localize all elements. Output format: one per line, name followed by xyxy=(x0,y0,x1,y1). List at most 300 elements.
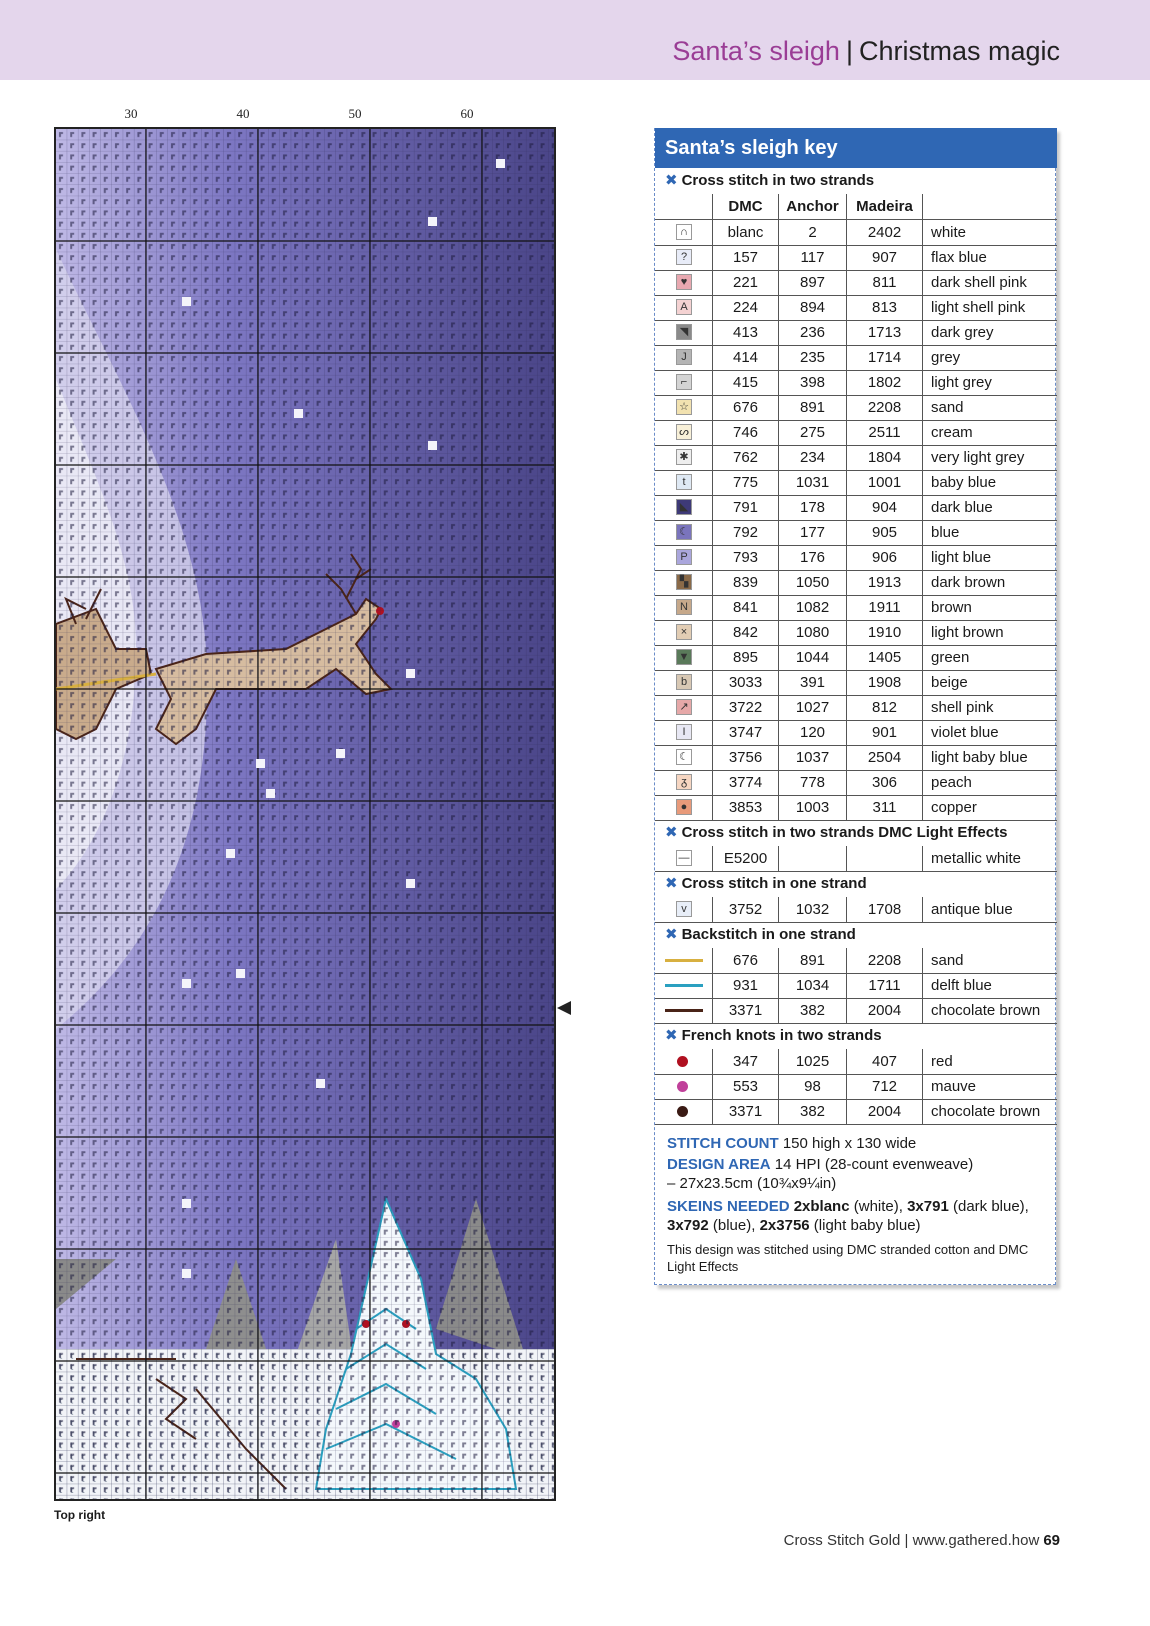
key-dmc-cell: 3722 xyxy=(713,695,779,720)
stitch-symbol-icon: ✱ xyxy=(676,449,692,465)
key-madeira-cell: 1908 xyxy=(847,670,923,695)
key-row xyxy=(655,670,1057,696)
key-name-cell: sand xyxy=(931,952,964,969)
key-madeira-cell: 2004 xyxy=(847,1099,923,1124)
key-row xyxy=(655,245,1057,271)
stitch-symbol-icon: — xyxy=(676,850,692,866)
key-dmc-cell: 841 xyxy=(713,595,779,620)
key-madeira-cell: 1001 xyxy=(847,470,923,495)
key-dmc-cell: 3853 xyxy=(713,795,779,820)
key-dmc-cell: 221 xyxy=(713,270,779,295)
key-dmc-cell: 414 xyxy=(713,345,779,370)
key-dmc-cell: 792 xyxy=(713,520,779,545)
key-name-cell: dark brown xyxy=(931,574,1006,591)
key-dmc-cell: 3774 xyxy=(713,770,779,795)
key-anchor-cell: 398 xyxy=(779,370,847,395)
star-icon xyxy=(266,789,275,798)
key-name-cell: brown xyxy=(931,599,972,616)
key-anchor-cell: 382 xyxy=(779,998,847,1023)
key-name-cell: blue xyxy=(931,524,960,541)
key-row xyxy=(655,948,1057,974)
key-symbol-cell xyxy=(655,295,713,320)
key-dmc-cell: 676 xyxy=(713,948,779,973)
stitch-symbol-icon: ᵹ xyxy=(676,774,692,790)
key-panel xyxy=(654,128,1056,1285)
key-anchor-cell: 894 xyxy=(779,295,847,320)
section-heading xyxy=(665,168,874,194)
key-title: Santa’s sleigh key xyxy=(655,128,1057,168)
page-header-title xyxy=(672,36,1060,67)
key-symbol-cell xyxy=(655,345,713,370)
key-madeira-cell: 407 xyxy=(847,1049,923,1074)
key-symbol-cell xyxy=(655,795,713,820)
key-row xyxy=(655,1074,1057,1100)
key-anchor-cell: 778 xyxy=(779,770,847,795)
magazine-title: Christmas magic xyxy=(858,36,1060,66)
key-name-cell: delft blue xyxy=(931,977,992,994)
key-dmc-cell: 3371 xyxy=(713,998,779,1023)
section-heading-label: Backstitch in one strand xyxy=(681,926,856,943)
key-anchor-cell: 178 xyxy=(779,495,847,520)
key-madeira-cell: 1405 xyxy=(847,645,923,670)
page-footer xyxy=(784,1532,1060,1549)
key-name-cell: chocolate brown xyxy=(931,1002,1041,1019)
key-anchor-cell: 275 xyxy=(779,420,847,445)
key-madeira-cell: 1804 xyxy=(847,445,923,470)
key-row xyxy=(655,470,1057,496)
key-name-cell: peach xyxy=(931,774,972,791)
stitch-count-value: 150 high x 130 wide xyxy=(782,1135,917,1152)
key-symbol-cell xyxy=(655,846,713,871)
key-madeira-cell: 1714 xyxy=(847,345,923,370)
star-icon xyxy=(226,849,235,858)
key-name-cell: light baby blue xyxy=(931,749,1028,766)
key-madeira-cell: 1711 xyxy=(847,973,923,998)
key-dmc-cell: 931 xyxy=(713,973,779,998)
skein-amount: 2x3756 xyxy=(759,1217,810,1234)
design-note xyxy=(667,1241,1047,1275)
french-knot-icon xyxy=(677,1081,688,1092)
key-dmc-cell: 793 xyxy=(713,545,779,570)
star-icon xyxy=(182,1199,191,1208)
key-madeira-cell: 905 xyxy=(847,520,923,545)
key-anchor-cell: 98 xyxy=(779,1074,847,1099)
star-icon xyxy=(336,749,345,758)
star-icon xyxy=(182,297,191,306)
key-dmc-cell: 842 xyxy=(713,620,779,645)
key-symbol-cell xyxy=(655,897,713,922)
key-anchor-cell: 2 xyxy=(779,220,847,245)
key-row xyxy=(655,745,1057,771)
key-symbol-cell xyxy=(655,595,713,620)
backstitch-line-icon xyxy=(665,984,703,987)
key-name-header xyxy=(923,194,1057,219)
key-row xyxy=(655,395,1057,421)
key-name-cell: dark blue xyxy=(931,499,993,516)
design-area xyxy=(667,1155,1047,1193)
key-symbol-cell xyxy=(655,570,713,595)
key-column-header: Anchor xyxy=(779,194,847,219)
key-column-header-row xyxy=(655,194,1057,220)
key-madeira-cell: 812 xyxy=(847,695,923,720)
key-anchor-cell: 1044 xyxy=(779,645,847,670)
key-symbol-cell xyxy=(655,420,713,445)
key-symbol-cell xyxy=(655,520,713,545)
key-symbol-cell xyxy=(655,745,713,770)
key-dmc-cell: 415 xyxy=(713,370,779,395)
key-name-cell: light grey xyxy=(931,374,992,391)
key-row xyxy=(655,645,1057,671)
skein-note: (light baby blue) xyxy=(809,1217,921,1234)
key-dmc-cell: 676 xyxy=(713,395,779,420)
key-anchor-cell: 897 xyxy=(779,270,847,295)
key-madeira-cell: 901 xyxy=(847,720,923,745)
star-icon xyxy=(496,159,505,168)
stitch-symbol-icon: ▼ xyxy=(676,649,692,665)
key-madeira-cell: 1913 xyxy=(847,570,923,595)
key-row xyxy=(655,897,1057,923)
key-symbol-cell xyxy=(655,320,713,345)
key-dmc-cell: 791 xyxy=(713,495,779,520)
key-anchor-cell: 1037 xyxy=(779,745,847,770)
stitch-symbol-icon: ∩ xyxy=(676,224,692,240)
key-name-cell: baby blue xyxy=(931,474,997,491)
key-row xyxy=(655,370,1057,396)
key-symbol-cell xyxy=(655,998,713,1023)
key-symbol-cell xyxy=(655,720,713,745)
stitch-symbol-icon: J xyxy=(676,349,692,365)
key-name-cell: light blue xyxy=(931,549,992,566)
key-symbol-cell xyxy=(655,1074,713,1099)
key-anchor-cell: 391 xyxy=(779,670,847,695)
key-anchor-cell: 1003 xyxy=(779,795,847,820)
key-madeira-cell: 1802 xyxy=(847,370,923,395)
column-number: 60 xyxy=(460,106,474,121)
skein-amount: 2xblanc xyxy=(793,1198,850,1215)
key-name-cell: dark shell pink xyxy=(931,274,1027,291)
key-madeira-cell: 2208 xyxy=(847,395,923,420)
skeins-label: SKEINS NEEDED xyxy=(667,1198,790,1215)
stitch-symbol-icon: b xyxy=(676,674,692,690)
key-row xyxy=(655,270,1057,296)
key-dmc-cell: 3371 xyxy=(713,1099,779,1124)
section-title: Santa’s sleigh xyxy=(672,36,840,66)
key-name-cell: sand xyxy=(931,399,964,416)
key-name-cell: grey xyxy=(931,349,961,366)
key-name-cell: light shell pink xyxy=(931,299,1026,316)
key-symbol-cell xyxy=(655,220,713,245)
key-dmc-cell: 3756 xyxy=(713,745,779,770)
center-marker-arrow xyxy=(557,1001,571,1015)
key-dmc-cell: 347 xyxy=(713,1049,779,1074)
star-icon xyxy=(182,1269,191,1278)
key-madeira-cell: 2402 xyxy=(847,220,923,245)
key-anchor-cell xyxy=(779,846,847,871)
key-name-cell: light brown xyxy=(931,624,1004,641)
key-name-cell: cream xyxy=(931,424,973,441)
design-area-value: 14 HPI (28-count evenweave) xyxy=(774,1156,974,1173)
skeins-needed xyxy=(667,1197,1047,1235)
key-anchor-cell: 1080 xyxy=(779,620,847,645)
key-madeira-cell: 311 xyxy=(847,795,923,820)
key-symbol-header xyxy=(655,194,713,219)
section-heading-label: French knots in two strands xyxy=(681,1027,882,1044)
stitch-symbol-icon: v xyxy=(676,901,692,917)
key-row xyxy=(655,570,1057,596)
stitch-symbol-icon: ● xyxy=(676,799,692,815)
key-anchor-cell: 891 xyxy=(779,948,847,973)
key-anchor-cell: 117 xyxy=(779,245,847,270)
key-anchor-cell: 891 xyxy=(779,395,847,420)
cross-icon: ✖ xyxy=(665,824,678,841)
key-row xyxy=(655,220,1057,246)
footer-magazine: Cross Stitch Gold xyxy=(783,1532,901,1549)
chart-caption: Top right xyxy=(54,1508,106,1522)
key-name-cell: violet blue xyxy=(931,724,999,741)
key-row xyxy=(655,770,1057,796)
stitch-symbol-icon: I xyxy=(676,724,692,740)
stitch-symbol-icon: × xyxy=(676,624,692,640)
key-madeira-cell: 1910 xyxy=(847,620,923,645)
design-area-size: – 27x23.5cm (10¾x9¼in) xyxy=(667,1175,837,1192)
key-column-header: Madeira xyxy=(847,194,923,219)
key-row xyxy=(655,495,1057,521)
column-number: 50 xyxy=(348,106,362,121)
section-heading-label: Cross stitch in two strands xyxy=(681,172,875,189)
cross-icon: ✖ xyxy=(665,875,678,892)
star-icon xyxy=(294,409,303,418)
key-madeira-cell: 306 xyxy=(847,770,923,795)
key-dmc-cell: blanc xyxy=(713,220,779,245)
key-anchor-cell: 1027 xyxy=(779,695,847,720)
footer-url: www.gathered.how xyxy=(912,1532,1040,1549)
key-name-cell: beige xyxy=(931,674,968,691)
key-dmc-cell: 895 xyxy=(713,645,779,670)
key-dmc-cell: 3752 xyxy=(713,897,779,922)
stitch-symbol-icon: P xyxy=(676,549,692,565)
skein-note: (white), xyxy=(849,1198,908,1215)
grid-overlay xyxy=(56,129,554,1499)
skein-note: (blue), xyxy=(708,1217,760,1234)
key-madeira-cell: 2511 xyxy=(847,420,923,445)
key-anchor-cell: 235 xyxy=(779,345,847,370)
key-madeira-cell: 712 xyxy=(847,1074,923,1099)
skein-note: (dark blue), xyxy=(948,1198,1029,1215)
key-name-cell: chocolate brown xyxy=(931,1103,1041,1120)
key-anchor-cell: 176 xyxy=(779,545,847,570)
key-dmc-cell: 3033 xyxy=(713,670,779,695)
key-anchor-cell: 236 xyxy=(779,320,847,345)
section-heading xyxy=(665,820,1007,846)
key-symbol-cell xyxy=(655,370,713,395)
french-knot-icon xyxy=(677,1056,688,1067)
key-anchor-cell: 1082 xyxy=(779,595,847,620)
stitch-symbol-icon: ? xyxy=(676,249,692,265)
column-number: 40 xyxy=(236,106,250,121)
key-row xyxy=(655,595,1057,621)
skein-amount: 3x791 xyxy=(907,1198,949,1215)
key-dmc-cell: 3747 xyxy=(713,720,779,745)
key-anchor-cell: 234 xyxy=(779,445,847,470)
key-name-cell: flax blue xyxy=(931,249,987,266)
key-name-cell: very light grey xyxy=(931,449,1025,466)
key-row xyxy=(655,295,1057,321)
key-row xyxy=(655,445,1057,471)
stitch-symbol-icon: ♥ xyxy=(676,274,692,290)
star-icon xyxy=(406,669,415,678)
key-name-cell: shell pink xyxy=(931,699,994,716)
key-symbol-cell xyxy=(655,270,713,295)
stitch-symbol-icon: ᔕ xyxy=(676,424,692,440)
key-row xyxy=(655,695,1057,721)
key-dmc-cell: 762 xyxy=(713,445,779,470)
key-dmc-cell: 839 xyxy=(713,570,779,595)
key-symbol-cell xyxy=(655,545,713,570)
key-symbol-cell xyxy=(655,445,713,470)
key-madeira-cell: 813 xyxy=(847,295,923,320)
key-anchor-cell: 1034 xyxy=(779,973,847,998)
key-symbol-cell xyxy=(655,245,713,270)
key-symbol-cell xyxy=(655,670,713,695)
skein-amount: 3x792 xyxy=(667,1217,709,1234)
stitch-symbol-icon: A xyxy=(676,299,692,315)
key-anchor-cell: 1025 xyxy=(779,1049,847,1074)
section-heading xyxy=(665,871,867,897)
key-symbol-cell xyxy=(655,1049,713,1074)
key-column-header: DMC xyxy=(713,194,779,219)
star-icon xyxy=(316,1079,325,1088)
stitch-symbol-icon: ◥ xyxy=(676,324,692,340)
key-madeira-cell: 2504 xyxy=(847,745,923,770)
key-dmc-cell: 553 xyxy=(713,1074,779,1099)
key-name-cell: green xyxy=(931,649,970,666)
header-separator: | xyxy=(845,36,853,66)
column-numbers xyxy=(0,106,560,126)
key-name-cell: antique blue xyxy=(931,901,1013,918)
cross-icon: ✖ xyxy=(665,1027,678,1044)
key-madeira-cell: 1708 xyxy=(847,897,923,922)
key-row xyxy=(655,1049,1057,1075)
footer-separator: | xyxy=(900,1532,913,1549)
key-madeira-cell: 1911 xyxy=(847,595,923,620)
column-number: 30 xyxy=(124,106,138,121)
key-dmc-cell: 224 xyxy=(713,295,779,320)
key-name-cell: dark grey xyxy=(931,324,994,341)
key-symbol-cell xyxy=(655,470,713,495)
key-row xyxy=(655,998,1057,1024)
key-madeira-cell: 907 xyxy=(847,245,923,270)
key-anchor-cell: 1032 xyxy=(779,897,847,922)
stitch-symbol-icon: N xyxy=(676,599,692,615)
key-madeira-cell: 904 xyxy=(847,495,923,520)
chart-grid xyxy=(56,129,554,1499)
key-anchor-cell: 382 xyxy=(779,1099,847,1124)
key-row xyxy=(655,620,1057,646)
key-dmc-cell: E5200 xyxy=(713,846,779,871)
key-dmc-cell: 775 xyxy=(713,470,779,495)
key-row xyxy=(655,520,1057,546)
key-madeira-cell: 2208 xyxy=(847,948,923,973)
design-area-label: DESIGN AREA xyxy=(667,1156,771,1173)
key-symbol-cell xyxy=(655,770,713,795)
key-madeira-cell xyxy=(847,846,923,871)
star-icon xyxy=(428,441,437,450)
key-symbol-cell xyxy=(655,620,713,645)
stitch-symbol-icon: t xyxy=(676,474,692,490)
backstitch-line-icon xyxy=(665,1009,703,1012)
key-symbol-cell xyxy=(655,973,713,998)
star-icon xyxy=(182,979,191,988)
key-madeira-cell: 811 xyxy=(847,270,923,295)
key-symbol-cell xyxy=(655,645,713,670)
key-row xyxy=(655,846,1057,872)
key-symbol-cell xyxy=(655,1099,713,1124)
key-madeira-cell: 906 xyxy=(847,545,923,570)
section-heading xyxy=(665,922,856,948)
section-heading-label: Cross stitch in two strands DMC Light Effects xyxy=(681,824,1008,841)
stitch-count xyxy=(667,1134,1047,1153)
french-knot-icon xyxy=(677,1106,688,1117)
stitch-symbol-icon: ☾ xyxy=(676,749,692,765)
cross-icon: ✖ xyxy=(665,172,678,189)
section-heading-label: Cross stitch in one strand xyxy=(681,875,867,892)
star-icon xyxy=(236,969,245,978)
stitch-count-label: STITCH COUNT xyxy=(667,1135,779,1152)
key-symbol-cell xyxy=(655,695,713,720)
cross-stitch-chart xyxy=(54,127,556,1501)
key-row xyxy=(655,545,1057,571)
key-row xyxy=(655,720,1057,746)
key-row xyxy=(655,795,1057,821)
key-symbol-cell xyxy=(655,495,713,520)
key-dmc-cell: 413 xyxy=(713,320,779,345)
stitch-symbol-icon: ⌐ xyxy=(676,374,692,390)
key-row xyxy=(655,973,1057,999)
star-icon xyxy=(256,759,265,768)
key-symbol-cell xyxy=(655,395,713,420)
key-anchor-cell: 1031 xyxy=(779,470,847,495)
cross-icon: ✖ xyxy=(665,926,678,943)
key-row xyxy=(655,1099,1057,1125)
stitch-symbol-icon: ☾ xyxy=(676,524,692,540)
key-name-cell: red xyxy=(931,1053,953,1070)
key-row xyxy=(655,345,1057,371)
key-symbol-cell xyxy=(655,948,713,973)
section-heading xyxy=(665,1023,882,1049)
backstitch-line-icon xyxy=(665,959,703,962)
key-name-cell: white xyxy=(931,224,967,241)
key-name-cell: copper xyxy=(931,799,977,816)
stitch-symbol-icon: ▚ xyxy=(676,574,692,590)
key-row xyxy=(655,420,1057,446)
page-number: 69 xyxy=(1043,1532,1060,1549)
stitch-symbol-icon: ☆ xyxy=(676,399,692,415)
key-name-cell: mauve xyxy=(931,1078,977,1095)
key-madeira-cell: 1713 xyxy=(847,320,923,345)
stitch-symbol-icon: ◣ xyxy=(676,499,692,515)
key-anchor-cell: 120 xyxy=(779,720,847,745)
key-dmc-cell: 746 xyxy=(713,420,779,445)
key-dmc-cell: 157 xyxy=(713,245,779,270)
star-icon xyxy=(406,879,415,888)
key-anchor-cell: 177 xyxy=(779,520,847,545)
key-name-cell: metallic white xyxy=(931,850,1022,867)
design-note: This design was stitched using DMC stranded cotton and DMC Light Effects xyxy=(667,1242,1029,1274)
key-madeira-cell: 2004 xyxy=(847,998,923,1023)
key-anchor-cell: 1050 xyxy=(779,570,847,595)
key-row xyxy=(655,320,1057,346)
stitch-symbol-icon: ↗ xyxy=(676,699,692,715)
